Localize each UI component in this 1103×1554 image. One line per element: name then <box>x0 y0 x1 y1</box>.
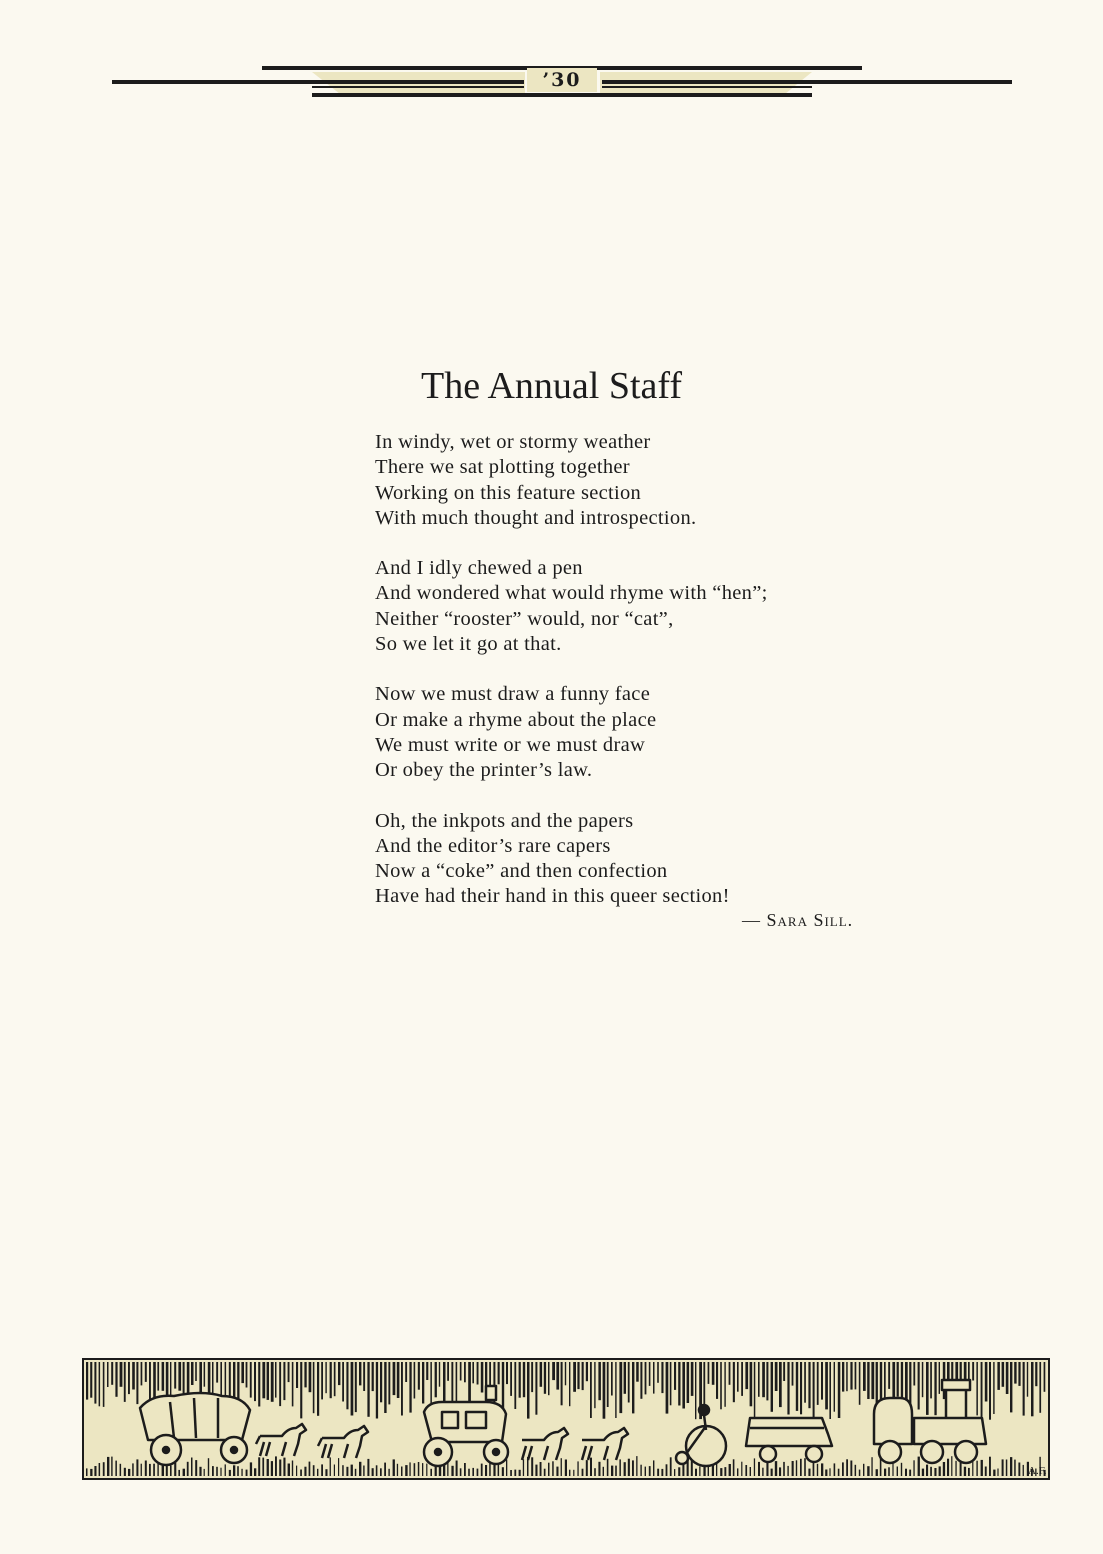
poem-line: Now we must draw a funny face <box>375 683 651 706</box>
poem-line: In windy, wet or stormy weather <box>375 431 651 453</box>
stanza-2 <box>375 556 915 657</box>
poem-body <box>375 430 915 910</box>
poem <box>375 364 915 935</box>
banner-illustration <box>82 1358 1050 1480</box>
poem-line: Working on this feature section <box>375 481 642 504</box>
poem-line: And the editor’s rare capers <box>375 834 611 857</box>
artist-initials: A.F. <box>1028 1465 1047 1477</box>
header-year: ’30 <box>527 68 597 92</box>
header-rule-ornament <box>0 0 1103 110</box>
poem-line: Or obey the printer’s law. <box>375 759 593 782</box>
poem-line: Or make a rhyme about the place <box>375 708 657 731</box>
stanza-4 <box>375 809 915 910</box>
stanza-1 <box>375 430 915 531</box>
poem-attribution: — Sara Sill. <box>742 910 854 930</box>
poem-line: And I idly chewed a pen <box>375 557 583 580</box>
poem-line: Now a “coke” and then confection <box>375 860 668 883</box>
poem-line: Oh, the inkpots and the papers <box>375 809 634 832</box>
poem-line: Have had their hand in this queer section! <box>375 885 730 908</box>
page-header <box>0 0 1103 110</box>
poem-line: We must write or we must draw <box>375 733 646 756</box>
transport-history-banner <box>82 1358 1050 1480</box>
poem-line: With much thought and introspection. <box>375 506 697 529</box>
poem-line: So we let it go at that. <box>375 633 562 656</box>
poem-line: There we sat plotting together <box>375 456 630 479</box>
poem-line: Neither “rooster” would, nor “cat”, <box>375 607 674 630</box>
stanza-3 <box>375 682 915 783</box>
poem-title: The Annual Staff <box>421 365 683 407</box>
poem-line: And wondered what would rhyme with “hen”; <box>375 582 768 605</box>
